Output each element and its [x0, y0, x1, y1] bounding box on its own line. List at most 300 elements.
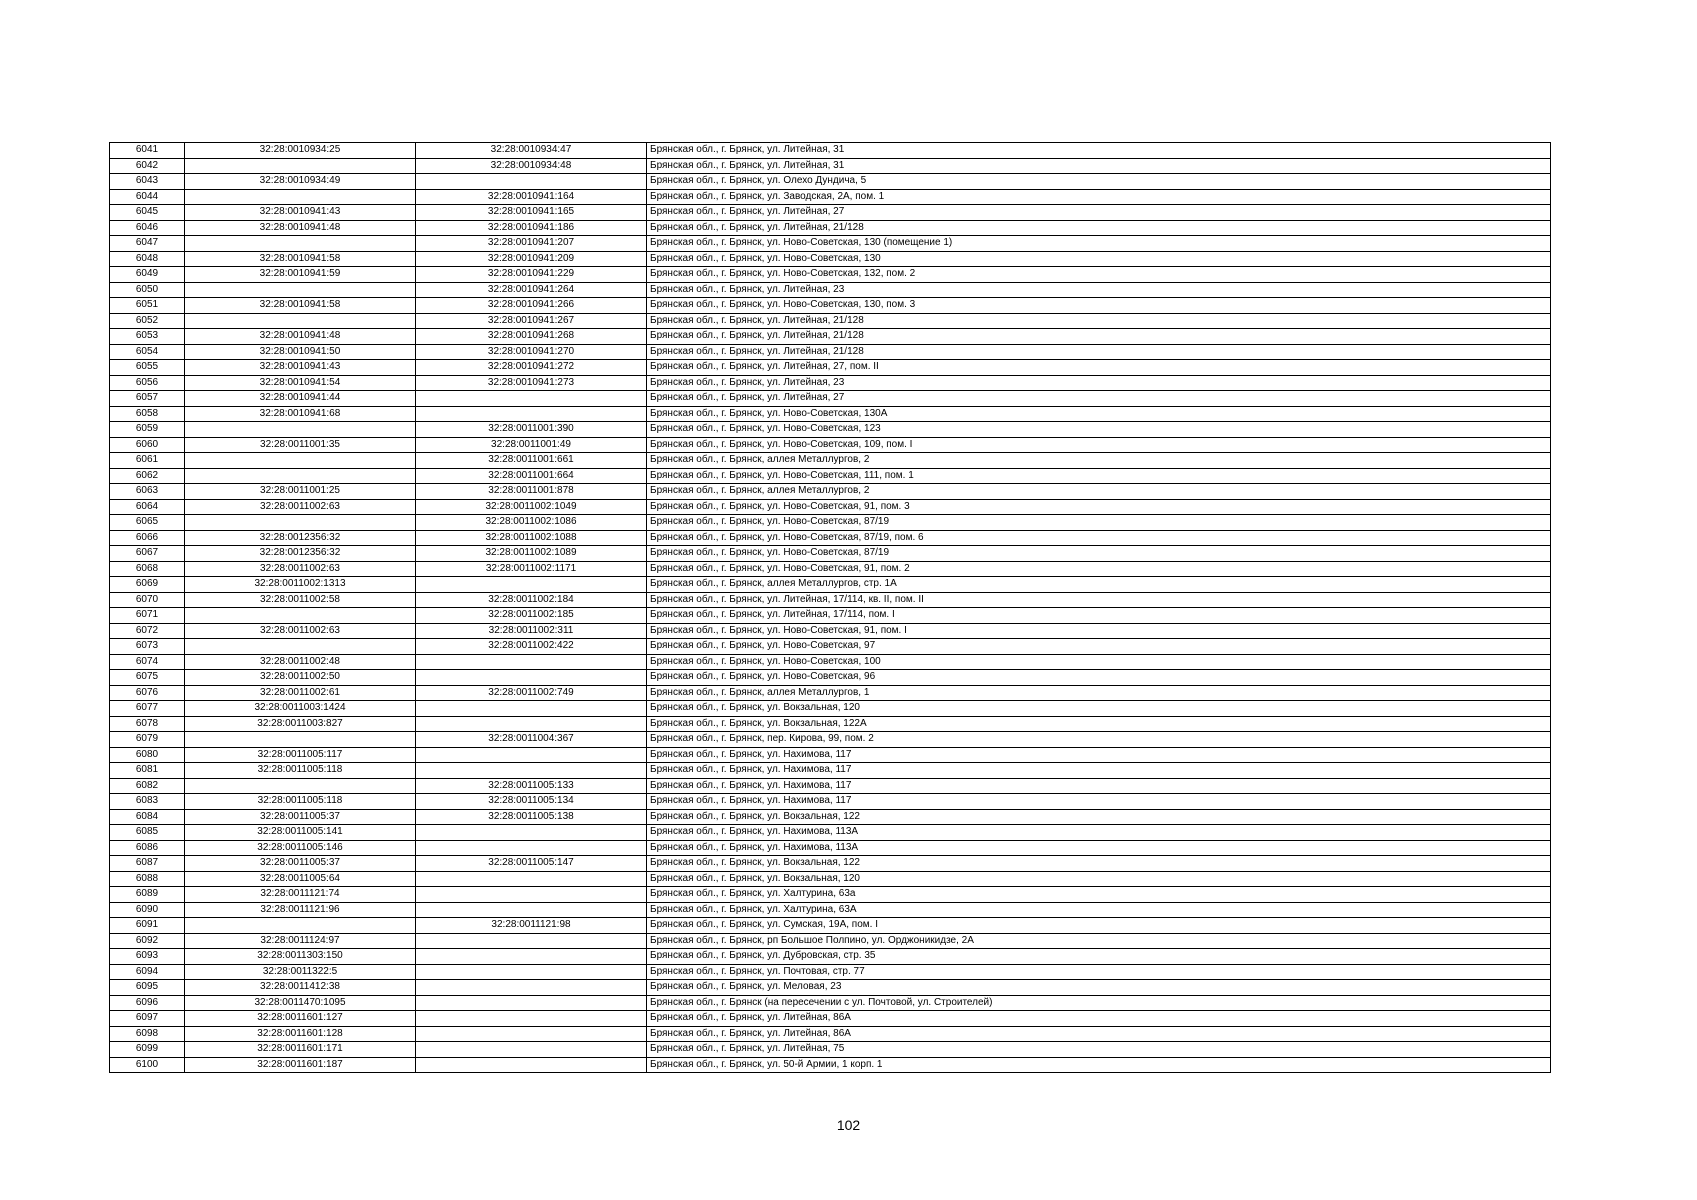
- cadastral-number-cell: [185, 732, 416, 748]
- row-number-cell: 6079: [110, 732, 185, 748]
- cadastral-number-cell: 32:28:0011002:61: [185, 685, 416, 701]
- cadastral-number-cell: 32:28:0011601:187: [185, 1057, 416, 1073]
- table-row: [110, 763, 1551, 779]
- table-row: [110, 422, 1551, 438]
- address-cell: Брянская обл., г. Брянск, ул. Литейная, 21/128: [647, 344, 1551, 360]
- address-cell: Брянская обл., г. Брянск, ул. Литейная, 23: [647, 375, 1551, 391]
- address-cell: Брянская обл., г. Брянск, ул. Вокзальная, 120: [647, 701, 1551, 717]
- cadastral-number-cell: 32:28:0011002:50: [185, 670, 416, 686]
- address-cell: Брянская обл., г. Брянск, ул. Литейная, 21/128: [647, 220, 1551, 236]
- table-row: [110, 856, 1551, 872]
- row-number-cell: 6043: [110, 174, 185, 190]
- row-number-cell: 6066: [110, 530, 185, 546]
- table-row: [110, 313, 1551, 329]
- address-cell: Брянская обл., г. Брянск, ул. Ново-Советская, 87/19: [647, 515, 1551, 531]
- address-cell: Брянская обл., г. Брянск, ул. Литейная, 31: [647, 158, 1551, 174]
- table-row: [110, 747, 1551, 763]
- cadastral-number-cell: [185, 158, 416, 174]
- table-row: [110, 639, 1551, 655]
- cadastral-number-cell: [185, 918, 416, 934]
- address-cell: Брянская обл., г. Брянск, ул. Ново-Советская, 91, пом. 3: [647, 499, 1551, 515]
- cadastral-number-cell: 32:28:0011002:63: [185, 499, 416, 515]
- cadastral-number-2-cell: [416, 825, 647, 841]
- row-number-cell: 6048: [110, 251, 185, 267]
- cadastral-number-cell: 32:28:0010934:25: [185, 143, 416, 159]
- address-cell: Брянская обл., г. Брянск, ул. Ново-Советская, 96: [647, 670, 1551, 686]
- cadastral-number-cell: 32:28:0011601:128: [185, 1026, 416, 1042]
- cadastral-number-cell: 32:28:0011001:25: [185, 484, 416, 500]
- cadastral-number-cell: 32:28:0010941:48: [185, 329, 416, 345]
- cadastral-number-2-cell: [416, 1011, 647, 1027]
- address-cell: Брянская обл., г. Брянск, рп Большое Полпино, ул. Орджоникидзе, 2А: [647, 933, 1551, 949]
- cadastral-number-2-cell: [416, 933, 647, 949]
- address-cell: Брянская обл., г. Брянск, ул. Литейная, 86А: [647, 1011, 1551, 1027]
- cadastral-number-2-cell: 32:28:0011001:390: [416, 422, 647, 438]
- table-row: [110, 1057, 1551, 1073]
- address-cell: Брянская обл., г. Брянск, ул. Ново-Советская, 91, пом. 2: [647, 561, 1551, 577]
- cadastral-number-2-cell: [416, 174, 647, 190]
- cadastral-number-2-cell: [416, 1026, 647, 1042]
- row-number-cell: 6084: [110, 809, 185, 825]
- table-row: [110, 546, 1551, 562]
- cadastral-number-2-cell: 32:28:0010941:186: [416, 220, 647, 236]
- table-row: [110, 484, 1551, 500]
- table-row: [110, 391, 1551, 407]
- address-cell: Брянская обл., г. Брянск, ул. Вокзальная, 122: [647, 809, 1551, 825]
- cadastral-number-2-cell: 32:28:0010941:273: [416, 375, 647, 391]
- row-number-cell: 6065: [110, 515, 185, 531]
- cadastral-number-cell: [185, 453, 416, 469]
- row-number-cell: 6085: [110, 825, 185, 841]
- address-cell: Брянская обл., г. Брянск, ул. Меловая, 23: [647, 980, 1551, 996]
- table-row: [110, 809, 1551, 825]
- address-cell: Брянская обл., г. Брянск, ул. Ново-Советская, 130А: [647, 406, 1551, 422]
- table-row: [110, 251, 1551, 267]
- table-row: [110, 623, 1551, 639]
- row-number-cell: 6059: [110, 422, 185, 438]
- cadastral-number-2-cell: 32:28:0011002:1088: [416, 530, 647, 546]
- table-row: [110, 608, 1551, 624]
- address-cell: Брянская обл., г. Брянск, ул. Нахимова, 117: [647, 763, 1551, 779]
- table-row: [110, 732, 1551, 748]
- row-number-cell: 6060: [110, 437, 185, 453]
- row-number-cell: 6077: [110, 701, 185, 717]
- row-number-cell: 6100: [110, 1057, 185, 1073]
- cadastral-number-2-cell: 32:28:0011005:134: [416, 794, 647, 810]
- cadastral-number-cell: 32:28:0010941:44: [185, 391, 416, 407]
- cadastral-number-2-cell: 32:28:0010941:229: [416, 267, 647, 283]
- cadastral-number-cell: [185, 639, 416, 655]
- address-cell: Брянская обл., г. Брянск (на пересечении с ул. Почтовой, ул. Строителей): [647, 995, 1551, 1011]
- table-row: [110, 949, 1551, 965]
- row-number-cell: 6087: [110, 856, 185, 872]
- cadastral-number-cell: [185, 422, 416, 438]
- cadastral-number-cell: 32:28:0010941:43: [185, 205, 416, 221]
- table-row: [110, 205, 1551, 221]
- cadastral-number-cell: [185, 468, 416, 484]
- address-cell: Брянская обл., г. Брянск, ул. Вокзальная, 122А: [647, 716, 1551, 732]
- registry-table: [109, 142, 1551, 1073]
- cadastral-number-cell: [185, 313, 416, 329]
- cadastral-number-2-cell: 32:28:0011001:661: [416, 453, 647, 469]
- table-row: [110, 530, 1551, 546]
- row-number-cell: 6071: [110, 608, 185, 624]
- address-cell: Брянская обл., г. Брянск, ул. Почтовая, стр. 77: [647, 964, 1551, 980]
- row-number-cell: 6088: [110, 871, 185, 887]
- table-row: [110, 964, 1551, 980]
- address-cell: Брянская обл., г. Брянск, ул. Литейная, 27, пом. II: [647, 360, 1551, 376]
- table-row: [110, 995, 1551, 1011]
- address-cell: Брянская обл., г. Брянск, ул. Литейная, 86А: [647, 1026, 1551, 1042]
- row-number-cell: 6057: [110, 391, 185, 407]
- row-number-cell: 6063: [110, 484, 185, 500]
- address-cell: Брянская обл., г. Брянск, ул. Сумская, 19А, пом. I: [647, 918, 1551, 934]
- row-number-cell: 6050: [110, 282, 185, 298]
- row-number-cell: 6062: [110, 468, 185, 484]
- cadastral-number-cell: 32:28:0011005:37: [185, 809, 416, 825]
- row-number-cell: 6092: [110, 933, 185, 949]
- row-number-cell: 6093: [110, 949, 185, 965]
- cadastral-number-2-cell: 32:28:0011002:1049: [416, 499, 647, 515]
- table-row: [110, 158, 1551, 174]
- cadastral-number-cell: [185, 236, 416, 252]
- cadastral-number-cell: 32:28:0011002:63: [185, 561, 416, 577]
- cadastral-number-cell: 32:28:0010941:58: [185, 251, 416, 267]
- table-row: [110, 840, 1551, 856]
- cadastral-number-cell: [185, 282, 416, 298]
- row-number-cell: 6055: [110, 360, 185, 376]
- cadastral-number-2-cell: [416, 840, 647, 856]
- row-number-cell: 6096: [110, 995, 185, 1011]
- table-row: [110, 360, 1551, 376]
- cadastral-number-cell: 32:28:0011121:74: [185, 887, 416, 903]
- address-cell: Брянская обл., г. Брянск, ул. Дубровская, стр. 35: [647, 949, 1551, 965]
- cadastral-number-2-cell: [416, 701, 647, 717]
- table-row: [110, 267, 1551, 283]
- table-row: [110, 980, 1551, 996]
- row-number-cell: 6095: [110, 980, 185, 996]
- cadastral-number-2-cell: [416, 1042, 647, 1058]
- address-cell: Брянская обл., г. Брянск, ул. Литейная, 17/114, пом. I: [647, 608, 1551, 624]
- row-number-cell: 6083: [110, 794, 185, 810]
- address-cell: Брянская обл., г. Брянск, ул. Ново-Советская, 130 (помещение 1): [647, 236, 1551, 252]
- cadastral-number-2-cell: 32:28:0010941:164: [416, 189, 647, 205]
- cadastral-number-cell: 32:28:0010941:43: [185, 360, 416, 376]
- table-row: [110, 220, 1551, 236]
- cadastral-number-2-cell: 32:28:0011001:664: [416, 468, 647, 484]
- address-cell: Брянская обл., г. Брянск, ул. Ново-Советская, 87/19: [647, 546, 1551, 562]
- row-number-cell: 6081: [110, 763, 185, 779]
- address-cell: Брянская обл., г. Брянск, ул. Олехо Дундича, 5: [647, 174, 1551, 190]
- table-row: [110, 437, 1551, 453]
- row-number-cell: 6080: [110, 747, 185, 763]
- row-number-cell: 6075: [110, 670, 185, 686]
- table-row: [110, 298, 1551, 314]
- row-number-cell: 6089: [110, 887, 185, 903]
- row-number-cell: 6045: [110, 205, 185, 221]
- cadastral-number-2-cell: [416, 902, 647, 918]
- address-cell: Брянская обл., г. Брянск, ул. Заводская, 2А, пом. 1: [647, 189, 1551, 205]
- row-number-cell: 6098: [110, 1026, 185, 1042]
- cadastral-number-cell: 32:28:0011412:38: [185, 980, 416, 996]
- table-row: [110, 143, 1551, 159]
- address-cell: Брянская обл., г. Брянск, ул. Ново-Советская, 100: [647, 654, 1551, 670]
- address-cell: Брянская обл., г. Брянск, ул. Нахимова, 117: [647, 794, 1551, 810]
- row-number-cell: 6049: [110, 267, 185, 283]
- table-row: [110, 174, 1551, 190]
- cadastral-number-cell: 32:28:0011601:127: [185, 1011, 416, 1027]
- row-number-cell: 6097: [110, 1011, 185, 1027]
- address-cell: Брянская обл., г. Брянск, ул. Ново-Советская, 87/19, пом. 6: [647, 530, 1551, 546]
- table-row: [110, 236, 1551, 252]
- cadastral-number-2-cell: 32:28:0010934:48: [416, 158, 647, 174]
- registry-table-body: [110, 143, 1551, 1073]
- cadastral-number-cell: [185, 608, 416, 624]
- cadastral-number-2-cell: 32:28:0011002:749: [416, 685, 647, 701]
- row-number-cell: 6051: [110, 298, 185, 314]
- table-row: [110, 344, 1551, 360]
- address-cell: Брянская обл., г. Брянск, ул. Нахимова, 113А: [647, 840, 1551, 856]
- cadastral-number-2-cell: [416, 747, 647, 763]
- table-row: [110, 654, 1551, 670]
- cadastral-number-cell: 32:28:0011002:1313: [185, 577, 416, 593]
- cadastral-number-cell: [185, 515, 416, 531]
- table-row: [110, 453, 1551, 469]
- address-cell: Брянская обл., г. Брянск, ул. Литейная, 21/128: [647, 313, 1551, 329]
- cadastral-number-2-cell: 32:28:0011005:133: [416, 778, 647, 794]
- cadastral-number-2-cell: [416, 670, 647, 686]
- address-cell: Брянская обл., г. Брянск, ул. Нахимова, 117: [647, 778, 1551, 794]
- row-number-cell: 6076: [110, 685, 185, 701]
- address-cell: Брянская обл., г. Брянск, ул. Ново-Советская, 111, пом. 1: [647, 468, 1551, 484]
- table-row: [110, 670, 1551, 686]
- table-row: [110, 515, 1551, 531]
- cadastral-number-cell: 32:28:0011470:1095: [185, 995, 416, 1011]
- table-row: [110, 933, 1551, 949]
- address-cell: Брянская обл., г. Брянск, ул. Ново-Советская, 97: [647, 639, 1551, 655]
- table-row: [110, 189, 1551, 205]
- table-row: [110, 499, 1551, 515]
- cadastral-number-2-cell: 32:28:0011002:184: [416, 592, 647, 608]
- cadastral-number-cell: 32:28:0011002:48: [185, 654, 416, 670]
- row-number-cell: 6058: [110, 406, 185, 422]
- cadastral-number-2-cell: [416, 716, 647, 732]
- address-cell: Брянская обл., г. Брянск, пер. Кирова, 99, пом. 2: [647, 732, 1551, 748]
- address-cell: Брянская обл., г. Брянск, ул. 50-й Армии, 1 корп. 1: [647, 1057, 1551, 1073]
- cadastral-number-2-cell: [416, 949, 647, 965]
- address-cell: Брянская обл., г. Брянск, ул. Литейная, 17/114, кв. II, пом. II: [647, 592, 1551, 608]
- row-number-cell: 6072: [110, 623, 185, 639]
- row-number-cell: 6064: [110, 499, 185, 515]
- table-row: [110, 716, 1551, 732]
- cadastral-number-2-cell: [416, 980, 647, 996]
- row-number-cell: 6054: [110, 344, 185, 360]
- address-cell: Брянская обл., г. Брянск, ул. Литейная, 23: [647, 282, 1551, 298]
- row-number-cell: 6046: [110, 220, 185, 236]
- row-number-cell: 6052: [110, 313, 185, 329]
- address-cell: Брянская обл., г. Брянск, ул. Нахимова, 117: [647, 747, 1551, 763]
- address-cell: Брянская обл., г. Брянск, ул. Литейная, 27: [647, 391, 1551, 407]
- cadastral-number-cell: 32:28:0011322:5: [185, 964, 416, 980]
- address-cell: Брянская обл., г. Брянск, аллея Металлургов, 2: [647, 453, 1551, 469]
- cadastral-number-2-cell: [416, 763, 647, 779]
- cadastral-number-2-cell: 32:28:0010941:209: [416, 251, 647, 267]
- cadastral-number-cell: 32:28:0011005:37: [185, 856, 416, 872]
- cadastral-number-cell: 32:28:0011005:118: [185, 794, 416, 810]
- cadastral-number-cell: 32:28:0011003:1424: [185, 701, 416, 717]
- cadastral-number-2-cell: 32:28:0011121:98: [416, 918, 647, 934]
- cadastral-number-cell: 32:28:0010941:50: [185, 344, 416, 360]
- address-cell: Брянская обл., г. Брянск, ул. Ново-Советская, 130, пом. 3: [647, 298, 1551, 314]
- cadastral-number-2-cell: [416, 406, 647, 422]
- table-row: [110, 592, 1551, 608]
- cadastral-number-cell: [185, 189, 416, 205]
- row-number-cell: 6074: [110, 654, 185, 670]
- cadastral-number-cell: 32:28:0011001:35: [185, 437, 416, 453]
- cadastral-number-2-cell: 32:28:0010941:270: [416, 344, 647, 360]
- cadastral-number-cell: 32:28:0011002:58: [185, 592, 416, 608]
- row-number-cell: 6053: [110, 329, 185, 345]
- table-row: [110, 577, 1551, 593]
- address-cell: Брянская обл., г. Брянск, аллея Металлургов, 2: [647, 484, 1551, 500]
- row-number-cell: 6078: [110, 716, 185, 732]
- cadastral-number-2-cell: 32:28:0011004:367: [416, 732, 647, 748]
- cadastral-number-cell: 32:28:0011005:117: [185, 747, 416, 763]
- table-row: [110, 887, 1551, 903]
- cadastral-number-cell: 32:28:0010941:59: [185, 267, 416, 283]
- row-number-cell: 6094: [110, 964, 185, 980]
- table-row: [110, 918, 1551, 934]
- table-row: [110, 794, 1551, 810]
- cadastral-number-2-cell: 32:28:0010941:267: [416, 313, 647, 329]
- row-number-cell: 6091: [110, 918, 185, 934]
- address-cell: Брянская обл., г. Брянск, аллея Металлургов, стр. 1А: [647, 577, 1551, 593]
- cadastral-number-cell: 32:28:0010941:68: [185, 406, 416, 422]
- row-number-cell: 6061: [110, 453, 185, 469]
- cadastral-number-cell: 32:28:0011005:64: [185, 871, 416, 887]
- cadastral-number-2-cell: 32:28:0011002:1089: [416, 546, 647, 562]
- table-row: [110, 701, 1551, 717]
- address-cell: Брянская обл., г. Брянск, ул. Вокзальная, 120: [647, 871, 1551, 887]
- row-number-cell: 6056: [110, 375, 185, 391]
- cadastral-number-2-cell: 32:28:0011002:422: [416, 639, 647, 655]
- cadastral-number-2-cell: 32:28:0011002:1086: [416, 515, 647, 531]
- table-row: [110, 825, 1551, 841]
- row-number-cell: 6047: [110, 236, 185, 252]
- cadastral-number-2-cell: 32:28:0011002:1171: [416, 561, 647, 577]
- cadastral-number-cell: 32:28:0011303:150: [185, 949, 416, 965]
- row-number-cell: 6090: [110, 902, 185, 918]
- row-number-cell: 6044: [110, 189, 185, 205]
- address-cell: Брянская обл., г. Брянск, ул. Нахимова, 113А: [647, 825, 1551, 841]
- cadastral-number-cell: 32:28:0011124:97: [185, 933, 416, 949]
- cadastral-number-2-cell: 32:28:0011002:311: [416, 623, 647, 639]
- table-row: [110, 1011, 1551, 1027]
- row-number-cell: 6069: [110, 577, 185, 593]
- cadastral-number-cell: 32:28:0011005:146: [185, 840, 416, 856]
- address-cell: Брянская обл., г. Брянск, ул. Ново-Советская, 123: [647, 422, 1551, 438]
- row-number-cell: 6070: [110, 592, 185, 608]
- cadastral-number-cell: 32:28:0011002:63: [185, 623, 416, 639]
- cadastral-number-2-cell: [416, 871, 647, 887]
- cadastral-number-2-cell: [416, 1057, 647, 1073]
- cadastral-number-cell: 32:28:0010941:54: [185, 375, 416, 391]
- table-row: [110, 1026, 1551, 1042]
- address-cell: Брянская обл., г. Брянск, ул. Ново-Советская, 132, пом. 2: [647, 267, 1551, 283]
- address-cell: Брянская обл., г. Брянск, аллея Металлургов, 1: [647, 685, 1551, 701]
- cadastral-number-2-cell: 32:28:0011001:878: [416, 484, 647, 500]
- cadastral-number-cell: 32:28:0012356:32: [185, 530, 416, 546]
- address-cell: Брянская обл., г. Брянск, ул. Халтурина, 63а: [647, 887, 1551, 903]
- table-row: [110, 468, 1551, 484]
- cadastral-number-2-cell: 32:28:0010941:268: [416, 329, 647, 345]
- cadastral-number-2-cell: 32:28:0011005:147: [416, 856, 647, 872]
- row-number-cell: 6041: [110, 143, 185, 159]
- cadastral-number-2-cell: 32:28:0010941:264: [416, 282, 647, 298]
- address-cell: Брянская обл., г. Брянск, ул. Литейная, 75: [647, 1042, 1551, 1058]
- table-row: [110, 282, 1551, 298]
- cadastral-number-cell: 32:28:0012356:32: [185, 546, 416, 562]
- address-cell: Брянская обл., г. Брянск, ул. Литейная, 31: [647, 143, 1551, 159]
- address-cell: Брянская обл., г. Брянск, ул. Ново-Советская, 109, пом. I: [647, 437, 1551, 453]
- cadastral-number-2-cell: 32:28:0010941:165: [416, 205, 647, 221]
- cadastral-number-2-cell: 32:28:0010934:47: [416, 143, 647, 159]
- row-number-cell: 6042: [110, 158, 185, 174]
- row-number-cell: 6099: [110, 1042, 185, 1058]
- cadastral-number-2-cell: [416, 995, 647, 1011]
- cadastral-number-2-cell: 32:28:0010941:272: [416, 360, 647, 376]
- row-number-cell: 6068: [110, 561, 185, 577]
- cadastral-number-cell: 32:28:0011005:141: [185, 825, 416, 841]
- row-number-cell: 6073: [110, 639, 185, 655]
- address-cell: Брянская обл., г. Брянск, ул. Вокзальная, 122: [647, 856, 1551, 872]
- row-number-cell: 6067: [110, 546, 185, 562]
- table-row: [110, 871, 1551, 887]
- table-row: [110, 329, 1551, 345]
- cadastral-number-cell: 32:28:0011601:171: [185, 1042, 416, 1058]
- cadastral-number-cell: 32:28:0010934:49: [185, 174, 416, 190]
- table-row: [110, 902, 1551, 918]
- table-row: [110, 778, 1551, 794]
- table-row: [110, 561, 1551, 577]
- cadastral-number-cell: 32:28:0011121:96: [185, 902, 416, 918]
- cadastral-number-2-cell: 32:28:0011002:185: [416, 608, 647, 624]
- cadastral-number-2-cell: [416, 391, 647, 407]
- cadastral-number-cell: 32:28:0011003:827: [185, 716, 416, 732]
- address-cell: Брянская обл., г. Брянск, ул. Ново-Советская, 91, пом. I: [647, 623, 1551, 639]
- cadastral-number-cell: 32:28:0011005:118: [185, 763, 416, 779]
- cadastral-number-cell: 32:28:0010941:58: [185, 298, 416, 314]
- table-row: [110, 685, 1551, 701]
- address-cell: Брянская обл., г. Брянск, ул. Литейная, 27: [647, 205, 1551, 221]
- cadastral-number-2-cell: 32:28:0011005:138: [416, 809, 647, 825]
- row-number-cell: 6082: [110, 778, 185, 794]
- cadastral-number-2-cell: [416, 577, 647, 593]
- cadastral-number-2-cell: 32:28:0011001:49: [416, 437, 647, 453]
- address-cell: Брянская обл., г. Брянск, ул. Литейная, 21/128: [647, 329, 1551, 345]
- cadastral-number-cell: 32:28:0010941:48: [185, 220, 416, 236]
- table-row: [110, 375, 1551, 391]
- cadastral-number-cell: [185, 778, 416, 794]
- address-cell: Брянская обл., г. Брянск, ул. Ново-Советская, 130: [647, 251, 1551, 267]
- page-number: 102: [836, 1117, 861, 1133]
- cadastral-number-2-cell: 32:28:0010941:207: [416, 236, 647, 252]
- cadastral-number-2-cell: [416, 887, 647, 903]
- row-number-cell: 6086: [110, 840, 185, 856]
- cadastral-number-2-cell: 32:28:0010941:266: [416, 298, 647, 314]
- address-cell: Брянская обл., г. Брянск, ул. Халтурина, 63А: [647, 902, 1551, 918]
- cadastral-number-2-cell: [416, 654, 647, 670]
